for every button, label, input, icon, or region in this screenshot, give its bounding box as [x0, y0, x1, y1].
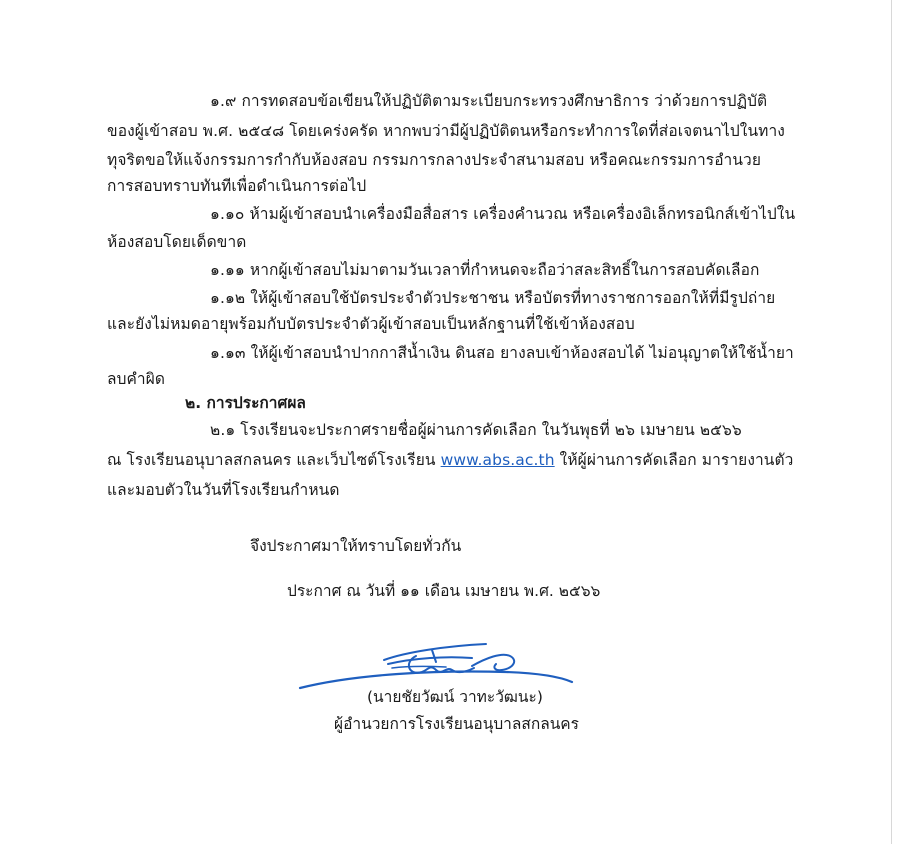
clause-1-12-line-1: ๑.๑๒ ให้ผู้เข้าสอบใช้บัตรประจำตัวประชาชน หรือบัตรที่ทางราชการออกให้ที่มีรูปถ่าย — [210, 289, 776, 307]
clause-1-11-line-1: ๑.๑๑ หากผู้เข้าสอบไม่มาตามวันเวลาที่กำหนดจะถือว่าสละสิทธิ์ในการสอบคัดเลือก — [210, 261, 760, 279]
school-website-link[interactable]: www.abs.ac.th — [440, 451, 555, 469]
clause-1-9-line-4: การสอบทราบทันทีเพื่อดำเนินการต่อไป — [107, 177, 367, 195]
clause-1-10-line-1: ๑.๑๐ ห้ามผู้เข้าสอบนำเครื่องมือสื่อสาร เครื่องคำนวณ หรือเครื่องอิเล็กทรอนิกส์เข้าไปใน — [210, 205, 796, 223]
section-2-heading: ๒. การประกาศผล — [185, 394, 306, 412]
signatory-position: ผู้อำนวยการโรงเรียนอนุบาลสกลนคร — [334, 715, 579, 733]
clause-2-1-line-2-before: ณ โรงเรียนอนุบาลสกลนคร และเว็บไซต์โรงเรียน — [107, 451, 441, 469]
announcement-closing: จึงประกาศมาให้ทราบโดยทั่วกัน — [250, 537, 462, 555]
clause-2-1-line-2-after: ให้ผู้ผ่านการคัดเลือก มารายงานตัว — [554, 451, 794, 469]
clause-1-9-line-2: ของผู้เข้าสอบ พ.ศ. ๒๕๔๘ โดยเคร่งครัด หากพบว่ามีผู้ปฏิบัติตนหรือกระทำการใดที่ส่อเจตนาไปในทาง — [107, 122, 785, 140]
page-edge-line — [891, 0, 892, 844]
clause-1-13-line-2: ลบคำผิด — [107, 370, 166, 388]
announcement-date: ประกาศ ณ วันที่ ๑๑ เดือน เมษายน พ.ศ. ๒๕๖๖ — [287, 582, 601, 600]
clause-2-1-line-2 — [107, 448, 793, 472]
clause-1-13-line-1: ๑.๑๓ ให้ผู้เข้าสอบนำปากกาสีน้ำเงิน ดินสอ ยางลบเข้าห้องสอบได้ ไม่อนุญาตให้ใช้น้ำยา — [210, 344, 794, 362]
signature-image — [296, 636, 576, 691]
clause-1-9-line-3: ทุจริตขอให้แจ้งกรรมการกำกับห้องสอบ กรรมการกลางประจำสนามสอบ หรือคณะกรรมการอำนวย — [107, 151, 762, 169]
clause-1-12-line-2: และยังไม่หมดอายุพร้อมกับบัตรประจำตัวผู้เข้าสอบเป็นหลักฐานที่ใช้เข้าห้องสอบ — [107, 315, 635, 333]
clause-2-1-line-3: และมอบตัวในวันที่โรงเรียนกำหนด — [107, 481, 340, 499]
clause-2-1-line-1: ๒.๑ โรงเรียนจะประกาศรายชื่อผู้ผ่านการคัดเลือก ในวันพุธที่ ๒๖ เมษายน ๒๕๖๖ — [210, 421, 742, 439]
signatory-name: (นายชัยวัฒน์ วาทะวัฒนะ) — [367, 688, 543, 706]
clause-1-9-line-1: ๑.๙ การทดสอบข้อเขียนให้ปฏิบัติตามระเบียบกระทรวงศึกษาธิการ ว่าด้วยการปฏิบัติ — [210, 92, 768, 110]
clause-1-10-line-2: ห้องสอบโดยเด็ดขาด — [107, 233, 247, 251]
